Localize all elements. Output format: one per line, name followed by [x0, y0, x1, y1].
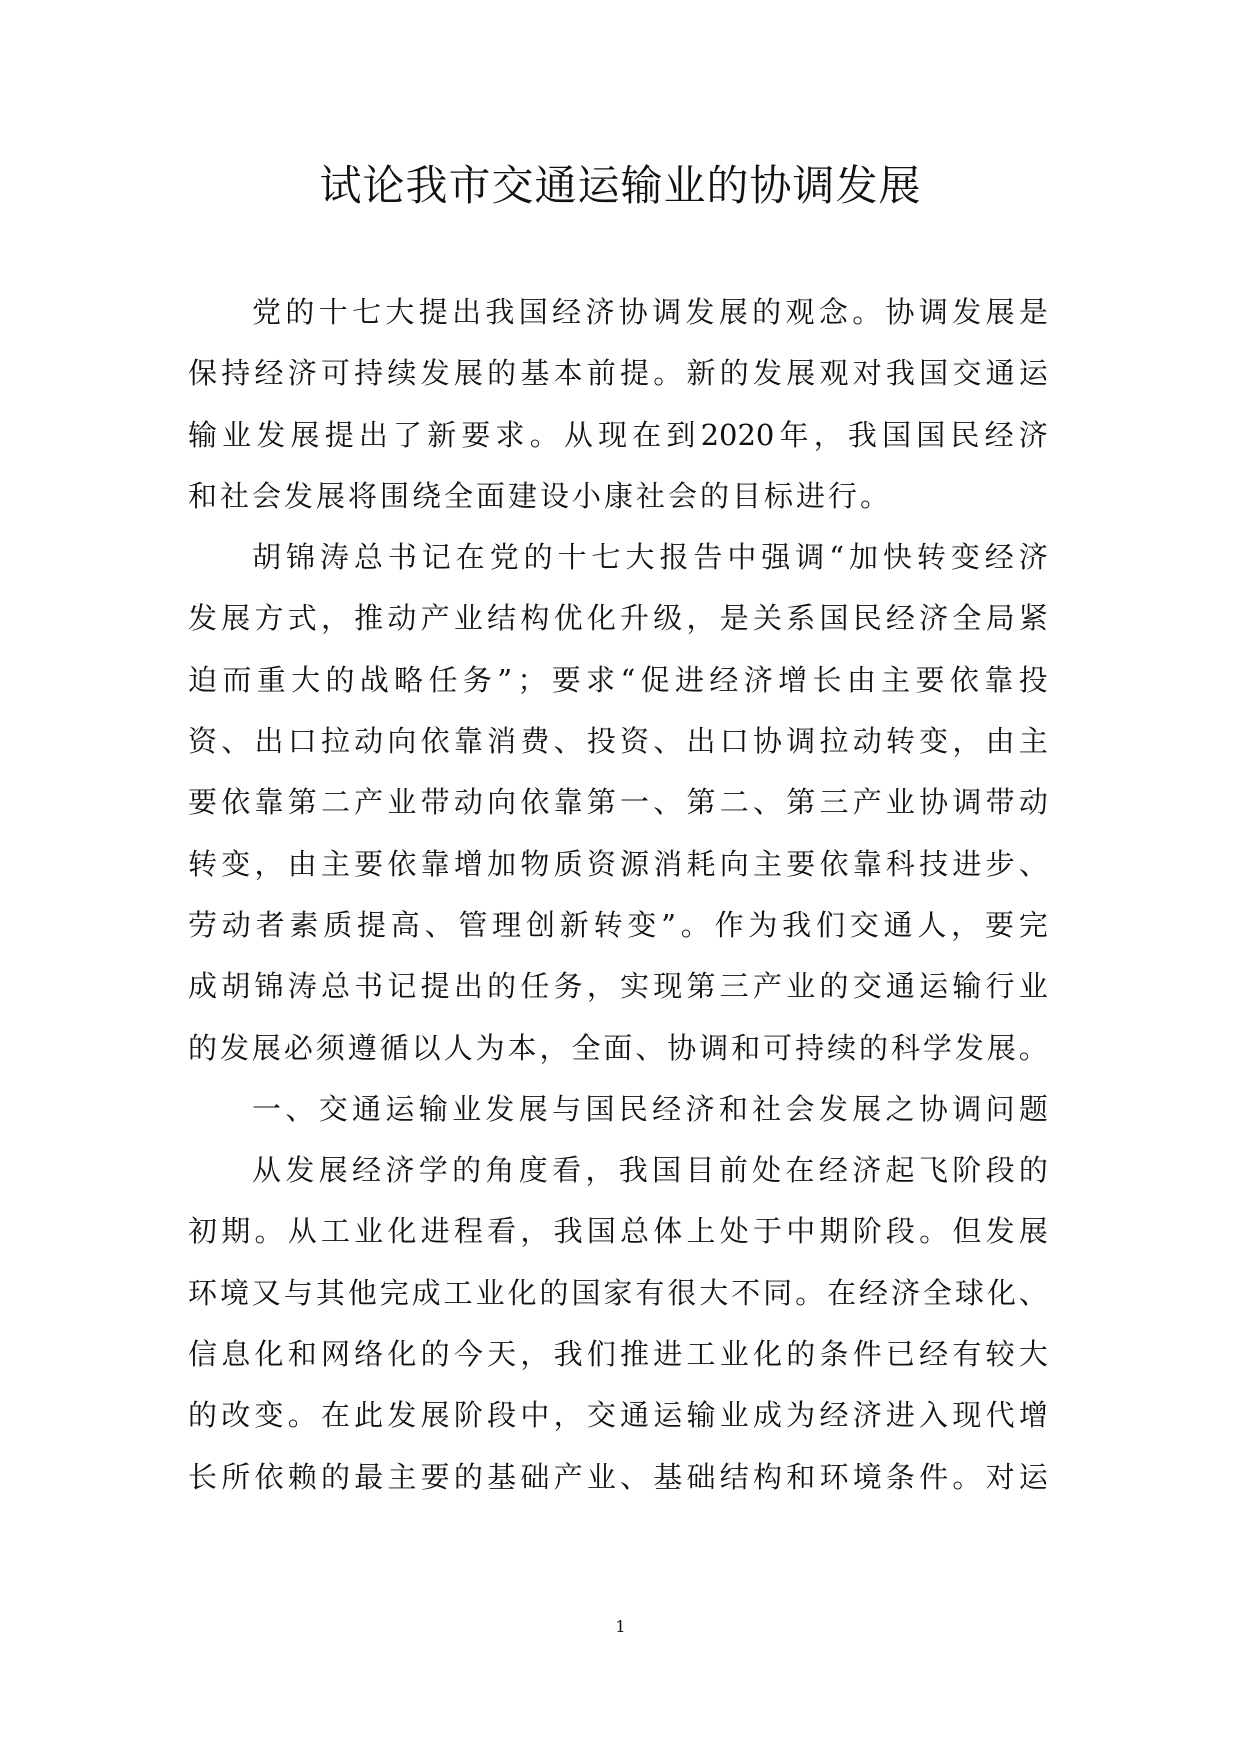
- page-number: 1: [615, 1617, 626, 1636]
- text-line: 发 展 方 式 ， 推 动 产 业 结 构 优 化 升 级 ， 是 关 系 国 民 经 济 全 局 紧: [188, 601, 1048, 636]
- text-line: 的 改 变 。 在 此 发 展 阶 段 中 ， 交 通 运 输 业 成 为 经 济 进 入 现 代 增: [188, 1398, 1048, 1433]
- text-line: 胡 锦 涛 总 书 记 在 党 的 十 七 大 报 告 中 强 调 “ 加 快 转 变 经 济: [252, 540, 1048, 575]
- text-line: 迫 而 重 大 的 战 略 任 务 ” ； 要 求 “ 促 进 经 济 增 长 由 主 要 依 靠 投: [188, 662, 1048, 697]
- text-line: 要 依 靠 第 二 产 业 带 动 向 依 靠 第 一 、 第 二 、 第 三 产 业 协 调 带 动: [188, 785, 1048, 820]
- text-line: 一 、 交 通 运 输 业 发 展 与 国 民 经 济 和 社 会 发 展 之 协 调 问 题: [252, 1091, 1048, 1126]
- text-line: 资 、 出 口 拉 动 向 依 靠 消 费 、 投 资 、 出 口 协 调 拉 动 转 变 ， 由 主: [188, 724, 1048, 759]
- text-line: 环 境 又 与 其 他 完 成 工 业 化 的 国 家 有 很 大 不 同 。 在 经 济 全 球 化 、: [188, 1275, 1048, 1310]
- document-title: 试论我市交通运输业的协调发展: [319, 161, 922, 210]
- text-line: 保 持 经 济 可 持 续 发 展 的 基 本 前 提 。 新 的 发 展 观 对 我 国 交 通 运: [188, 356, 1048, 391]
- text-line: 从 发 展 经 济 学 的 角 度 看 ， 我 国 目 前 处 在 经 济 起 飞 阶 段 的: [252, 1153, 1048, 1188]
- text-line: 转 变 ， 由 主 要 依 靠 增 加 物 质 资 源 消 耗 向 主 要 依 靠 科 技 进 步 、: [188, 846, 1048, 881]
- text-line: 和社会发展将围绕全面建设小康社会的目标进行。: [188, 478, 893, 513]
- text-line: 信 息 化 和 网 络 化 的 今 天 ， 我 们 推 进 工 业 化 的 条 件 已 经 有 较 大: [188, 1337, 1048, 1372]
- document-body: [188, 282, 1048, 1508]
- text-line: 成 胡 锦 涛 总 书 记 提 出 的 任 务 ， 实 现 第 三 产 业 的 交 通 运 输 行 业: [188, 969, 1048, 1004]
- text-line: 党 的 十 七 大 提 出 我 国 经 济 协 调 发 展 的 观 念 。 协 调 发 展 是: [252, 295, 1048, 329]
- text-line: 的 发 展 必 须 遵 循 以 人 为 本 ， 全 面 、 协 调 和 可 持 续 的 科 学 发 展 。: [188, 1030, 1048, 1065]
- text-line: 劳 动 者 素 质 提 高 、 管 理 创 新 转 变 ” 。 作 为 我 们 交 通 人 ， 要 完: [188, 907, 1048, 942]
- text-line: 初 期 。 从 工 业 化 进 程 看 ， 我 国 总 体 上 处 于 中 期 阶 段 。 但 发 展: [188, 1214, 1048, 1249]
- text-line: 输 业 发 展 提 出 了 新 要 求 。 从 现 在 到 2020 年 ， 我 国 国 民 经 济: [188, 417, 1048, 452]
- text-line: 长 所 依 赖 的 最 主 要 的 基 础 产 业 、 基 础 结 构 和 环 境 条 件 。 对 运: [188, 1459, 1048, 1494]
